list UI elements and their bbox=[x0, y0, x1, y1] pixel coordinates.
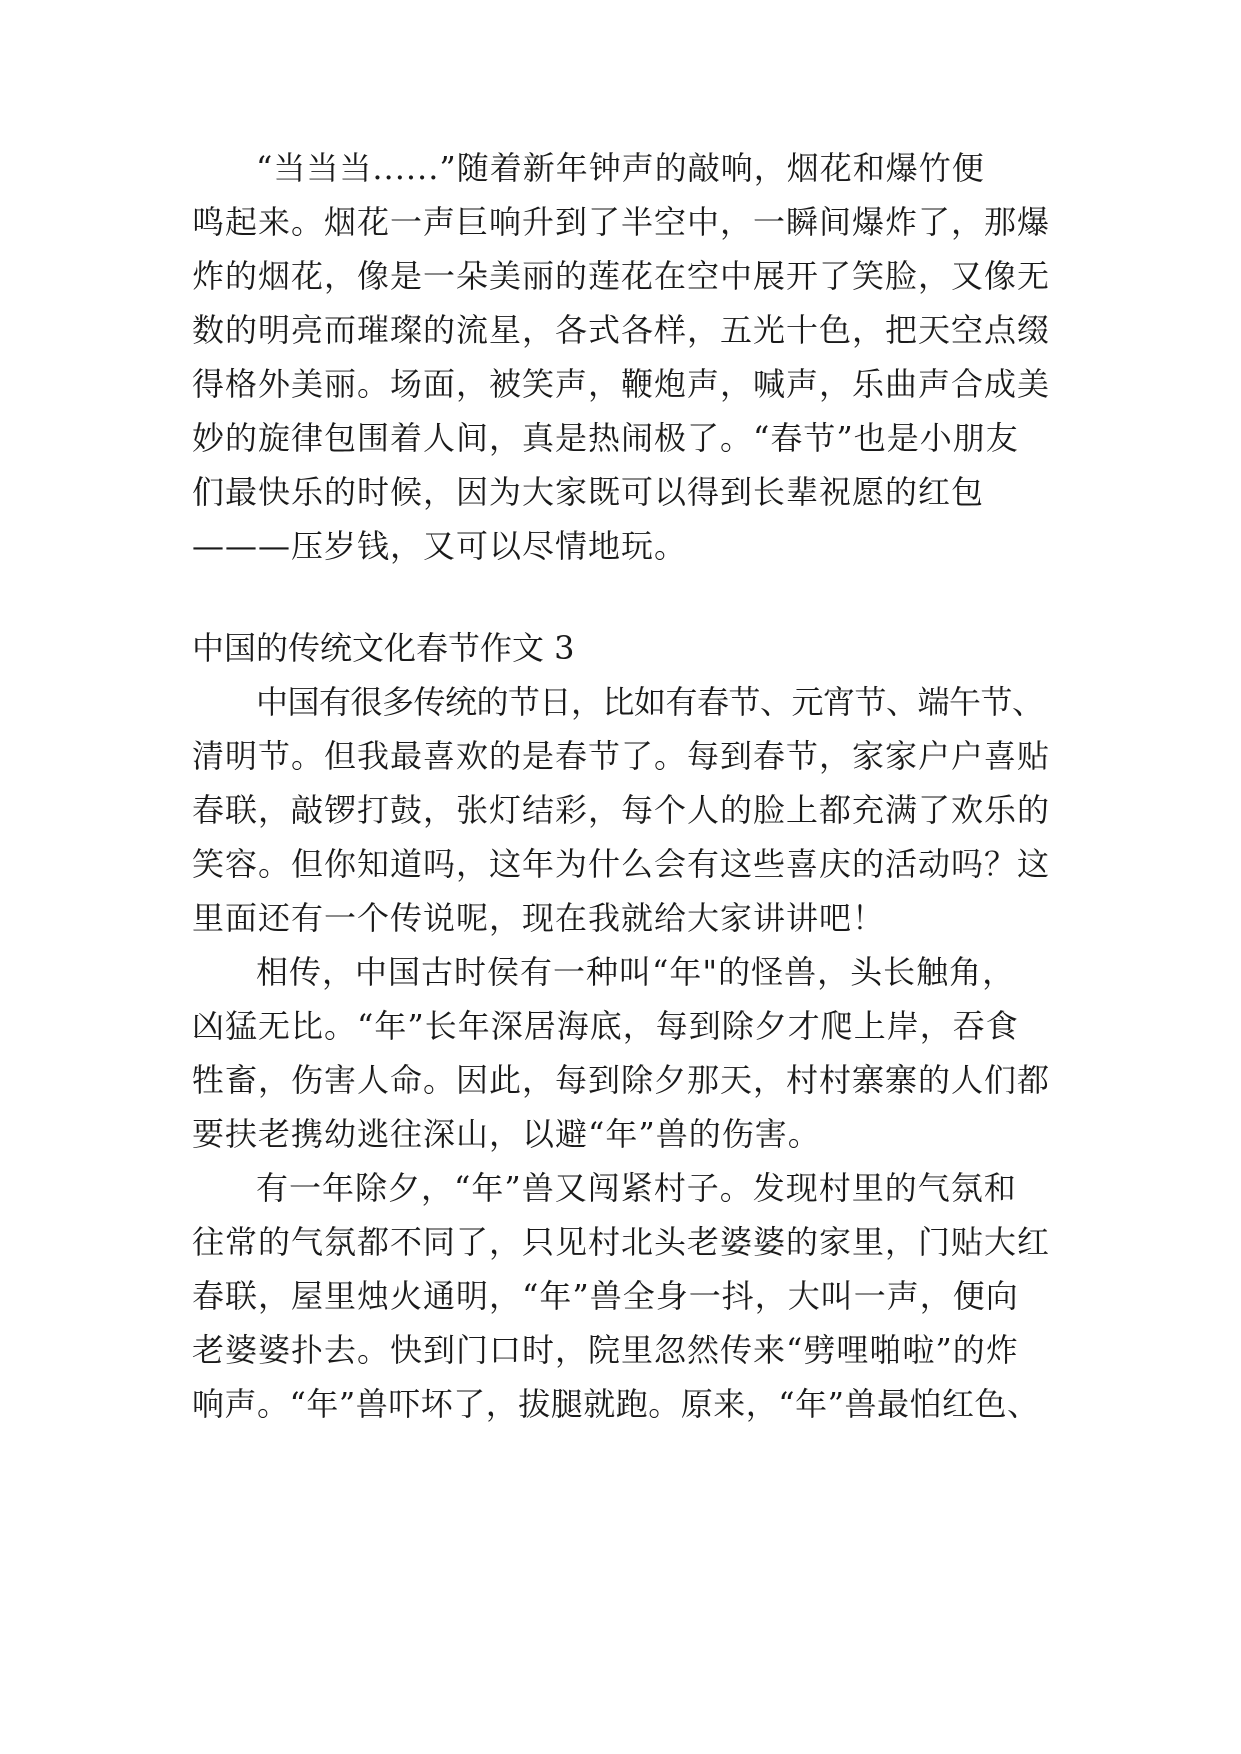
paragraph-line: 笑容。但你知道吗，这年为什么会有这些喜庆的活动吗？这 bbox=[192, 845, 1051, 883]
paragraph-line: 鸣起来。烟花一声巨响升到了半空中，一瞬间爆炸了，那爆 bbox=[192, 203, 1051, 241]
paragraph-line: 凶猛无比。“年”长年深居海底，每到除夕才爬上岸，吞食 bbox=[192, 1007, 1019, 1045]
paragraph-line: 们最快乐的时候，因为大家既可以得到长辈祝愿的红包 bbox=[192, 473, 985, 511]
paragraph-line: 春联，屋里烛火通明，“年”兽全身一抖，大叫一声，便向 bbox=[192, 1277, 1019, 1315]
section-title: 中国的传统文化春节作文 3 bbox=[192, 629, 575, 667]
paragraph-line: 春联，敲锣打鼓，张灯结彩，每个人的脸上都充满了欢乐的 bbox=[192, 791, 1051, 829]
paragraph-line: 有一年除夕，“年”兽又闯紧村子。发现村里的气氛和 bbox=[256, 1169, 1017, 1207]
paragraph-line: 里面还有一个传说呢，现在我就给大家讲讲吧！ bbox=[192, 899, 886, 937]
paragraph-line: 中国有很多传统的节日，比如有春节、元宵节、端午节、 bbox=[256, 683, 1044, 721]
paragraph-line: 响声。“年”兽吓坏了，拔腿就跑。原来，“年”兽最怕红色、 bbox=[192, 1385, 1040, 1423]
paragraph-line: 要扶老携幼逃往深山，以避“年”兽的伤害。 bbox=[192, 1115, 821, 1153]
paragraph-line: 往常的气氛都不同了，只见村北头老婆婆的家里，门贴大红 bbox=[192, 1223, 1051, 1261]
paragraph-line: 数的明亮而璀璨的流星，各式各样，五光十色，把天空点缀 bbox=[192, 311, 1051, 349]
paragraph-line: 清明节。但我最喜欢的是春节了。每到春节，家家户户喜贴 bbox=[192, 737, 1051, 775]
paragraph-line: 老婆婆扑去。快到门口时，院里忽然传来“劈哩啪啦”的炸 bbox=[192, 1331, 1019, 1369]
paragraph-line: “当当当......”随着新年钟声的敲响，烟花和爆竹便 bbox=[256, 149, 985, 187]
paragraph-line: ———压岁钱，又可以尽情地玩。 bbox=[192, 527, 688, 565]
paragraph-line: 牲畜，伤害人命。因此，每到除夕那天，村村寨寨的人们都 bbox=[192, 1061, 1051, 1099]
paragraph-line: 得格外美丽。场面，被笑声，鞭炮声，喊声，乐曲声合成美 bbox=[192, 365, 1051, 403]
paragraph-line: 炸的烟花，像是一朵美丽的莲花在空中展开了笑脸，又像无 bbox=[192, 257, 1051, 295]
paragraph-line: 相传，中国古时侯有一种叫“年"的怪兽，头长触角， bbox=[256, 953, 1016, 991]
paragraph-line: 妙的旋律包围着人间，真是热闹极了。“春节”也是小朋友 bbox=[192, 419, 1019, 457]
